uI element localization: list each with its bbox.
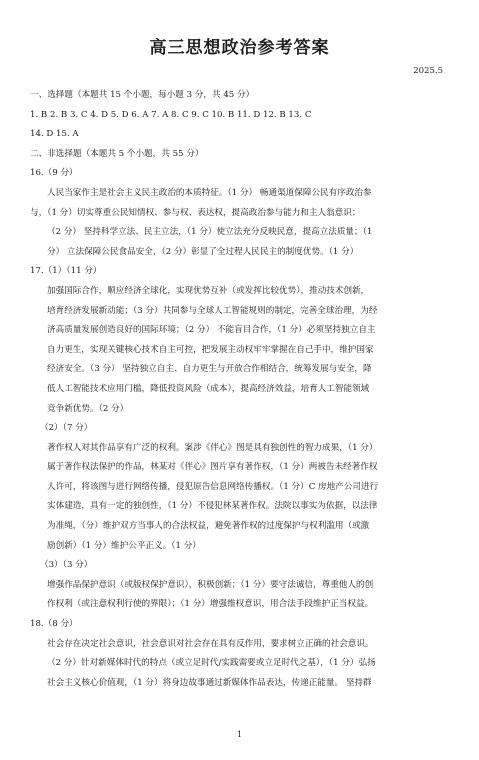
text-line: 作权利（或注意权利行使的界限）；（1 分）增强维权意识，用合法手段维护正当权益。 <box>47 599 374 610</box>
text-line: （3）（3 分） <box>40 560 93 571</box>
text-line: 为准绳，（分）维护双方当事人的合法权益，避免著作权的过度保护与权利滥用（或激 <box>47 521 370 532</box>
text-line: 经济安全。（3 分） 坚持独立自主、自力更生与开放合作相结合，统筹发展与安全，降 <box>47 364 372 375</box>
text-line: 与，（1 分）切实尊重公民知情权、参与权、表达权，提高政治参与能力和主人翁意识； <box>30 207 361 218</box>
text-line: 18.（8 分） <box>30 619 78 630</box>
document-date: 2025.5 <box>413 66 443 76</box>
text-line: 一、选择题（本题共 15 个小题，每小题 3 分，共 45 分） <box>30 90 255 100</box>
text-line: 社会主义核心价值观，（1 分）将身边故事通过新媒体作品表达，传递正能量。 坚持群 <box>47 677 372 688</box>
text-line: 人许可，将该图与进行网络传播，侵犯原告信息网络传播权。（1 分）C 房地产公司进行 <box>47 481 379 492</box>
text-line: 低人工智能技术应用门槛，降低投资风险（成本），提高经济效益，培育人工智能领域 <box>47 383 370 394</box>
text-line: 社会存在决定社会意识，社会意识对社会存在具有反作用，要求树立正确的社会意识。 <box>47 638 374 649</box>
text-line: 竞争新优势。（2 分） <box>47 403 129 414</box>
text-line: （2）（7 分） <box>40 423 93 434</box>
text-line: 励创新）（1 分）维护公平正义。（1 分） <box>47 540 201 551</box>
text-line: 17.（1）（11 分） <box>30 266 102 277</box>
text-line: 1. B 2. B 3. C 4. D 5. D 6. A 7. A 8. C 9. C 10. B 11. D 12. B 13. C <box>30 109 312 120</box>
page-number: 1 <box>236 730 243 739</box>
text-line: 二、非选择题（本题共 5 个小题，共 55 分） <box>30 148 204 159</box>
text-line: 16.（9 分） <box>30 168 78 179</box>
text-line: （2 分） 坚持科学立法、民主立法，（1 分）使立法充分反映民意，提高立法质量；（1 <box>47 227 373 238</box>
text-line: 自力更生，实现关键核心技术自主可控，把发展主动权牢牢掌握在自己手中，维护国家 <box>47 344 374 355</box>
text-line: 人民当家作主是社会主义民主政治的本质特征。（1 分） 畅通渠道保障公民有序政治参 <box>47 187 372 198</box>
text-line: 分） 立法保障公民食品安全，（2 分）彰显了全过程人民民主的制度优势。（1 分） <box>47 246 359 257</box>
text-line: 培育经济发展新动能；（3 分）共同参与全球人工智能规则的制定，完善全球治理，为经 <box>47 305 378 316</box>
text-line: 济高质量发展创造良好的国际环境；（2 分） 不能盲目合作，（1 分）必须坚持独立自主 <box>47 325 376 336</box>
text-line: （2 分）针对新媒体时代的特点（或立足时代/实践需要或立足时代之基），（1 分）弘扬 <box>47 658 376 669</box>
text-line: 加强国际合作，顺应经济全球化，实现优势互补（或发挥比较优势），推动技术创新， <box>47 285 370 296</box>
text-line: 增强作品保护意识（或版权保护意识），积极创新；（1 分）要守法诚信，尊重他人的创 <box>47 579 374 590</box>
text-line: 实体建造，具有一定的独创性，（1 分）不侵犯林某著作权。法院以事实为依据，以法律 <box>47 501 378 512</box>
answer-content <box>30 86 450 693</box>
text-line: 14. D 15. A <box>30 129 79 140</box>
text-line: 著作权人对其作品享有广泛的权利。案涉《伴心》图是具有独创性的智力成果，（1 分） <box>47 442 378 453</box>
text-line: 属于著作权法保护的作品，林某对《伴心》图片享有著作权，（1 分）两被告未经著作权 <box>47 462 378 473</box>
document-title: 高三思想政治参考答案 <box>149 38 330 58</box>
